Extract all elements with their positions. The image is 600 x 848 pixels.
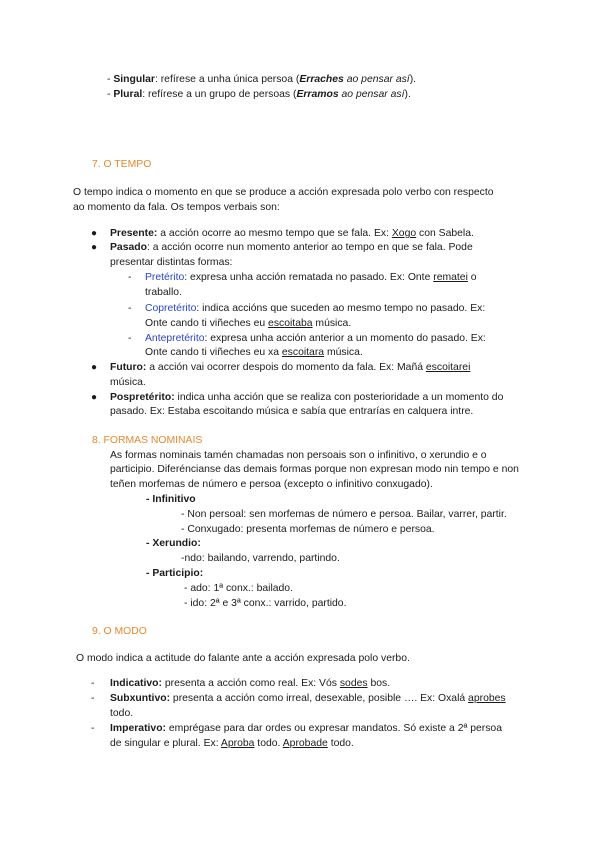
number-plural: - Plural: refírese a un grupo de persoas (Erramos ao pensar así). (107, 89, 411, 100)
section-heading-modo: 9. O MODO (92, 626, 147, 637)
item-futuro-line-2: música. (110, 377, 146, 388)
item-pasado: Pasado: a acción ocorre nun momento anterior ao tempo en que se fala. Pode (110, 242, 473, 253)
infinitivo-line-1: - Non persoal: sen morfemas de número e persoa. Bailar, varrer, partir. (181, 509, 507, 520)
item-copreterito: Copretérito: indica accións que suceden ao mesmo tempo no pasado. Ex: (145, 303, 486, 314)
item-pasado-line-2: presentar distintas formas: (110, 257, 233, 268)
item-pospreterito: Pospretérito: indica unha acción que se realiza con posterioridade a un momento do (110, 392, 504, 403)
dash-marker: - (91, 693, 95, 704)
item-presente: Presente: a acción ocorre ao mesmo tempo que se fala. Ex: Xogo con Sabela. (110, 228, 474, 239)
item-preterito-line-2: traballo. (145, 287, 182, 298)
bullet-icon: ● (91, 228, 98, 239)
bullet-icon: ● (91, 242, 98, 253)
item-pospreterito-line-2: pasado. Ex: Estaba escoitando música e sabía que entrarías en calquera intre. (110, 406, 474, 417)
item-preterito: Pretérito: expresa unha acción rematada no pasado. Ex: Onte rematei o (145, 272, 477, 283)
term-singular: Singular (113, 74, 155, 85)
bullet-icon: ● (91, 362, 98, 373)
item-antepreterito-line-2: Onte cando ti viñeches eu xa escoitara música. (145, 347, 363, 358)
xerundio-line-1: -ndo: bailando, varrendo, partindo. (181, 553, 340, 564)
item-subxuntivo-line-2: todo. (110, 708, 134, 719)
infinitivo-line-2: - Conxugado: presenta morfemas de número e persoa. (181, 524, 435, 535)
section-heading-tempo: 7. O TEMPO (92, 159, 152, 170)
dash-marker: - (128, 333, 132, 344)
modo-intro: O modo indica a actitude do falante ante a acción expresada polo verbo. (76, 653, 410, 664)
xerundio-label: - Xerundio: (146, 538, 201, 549)
participio-label: - Participio: (146, 568, 204, 579)
item-copreterito-line-2: Onte cando ti viñeches eu escoitaba música. (145, 318, 352, 329)
number-singular: - Singular: refírese a unha única persoa (Erraches ao pensar así). (107, 74, 417, 85)
item-imperativo: Imperativo: emprégase para dar ordes ou expresar mandatos. Só existe a 2ª persoa (110, 723, 502, 734)
bullet-icon: ● (91, 392, 98, 403)
item-antepreterito: Antepretérito: expresa unha acción anterior a un momento do pasado. Ex: (145, 333, 486, 344)
formas-p-line-2: participio. Diferéncianse das demais formas porque non expresan modo nin tempo e non (110, 464, 519, 475)
tempo-intro-line-2: ao momento da fala. Os tempos verbais son: (73, 202, 280, 213)
item-futuro: Futuro: a acción vai ocorrer despois do momento da fala. Ex: Mañá escoitarei (110, 362, 471, 373)
dash-marker: - (128, 303, 132, 314)
item-subxuntivo: Subxuntivo: presenta a acción como irreal, desexable, posible …. Ex: Oxalá aprobes (110, 693, 506, 704)
tempo-intro-line-1: O tempo indica o momento en que se produce a acción expresada polo verbo con respecto (73, 187, 494, 198)
formas-p-line-3: teñen morfemas de número e persoa (excepto o infinitivo conxugado). (110, 479, 433, 490)
formas-p-line-1: As formas nominais tamén chamadas non persoais son o infinitivo, o xerundio e o (110, 450, 487, 461)
section-heading-formas-nominais: 8. FORMAS NOMINAIS (92, 435, 203, 446)
participio-line-2: - ido: 2ª e 3ª conx.: varrido, partido. (184, 598, 347, 609)
item-indicativo: Indicativo: presenta a acción como real. Ex: Vós sodes bos. (110, 678, 391, 689)
dash-marker: - (128, 272, 132, 283)
participio-line-1: - ado: 1ª conx.: bailado. (184, 583, 293, 594)
dash-marker: - (91, 723, 95, 734)
dash-marker: - (91, 678, 95, 689)
term-plural: Plural (113, 89, 143, 100)
infinitivo-label: - Infinitivo (146, 494, 196, 505)
item-imperativo-line-2: de singular e plural. Ex: Aproba todo. Aprobade todo. (110, 738, 354, 749)
